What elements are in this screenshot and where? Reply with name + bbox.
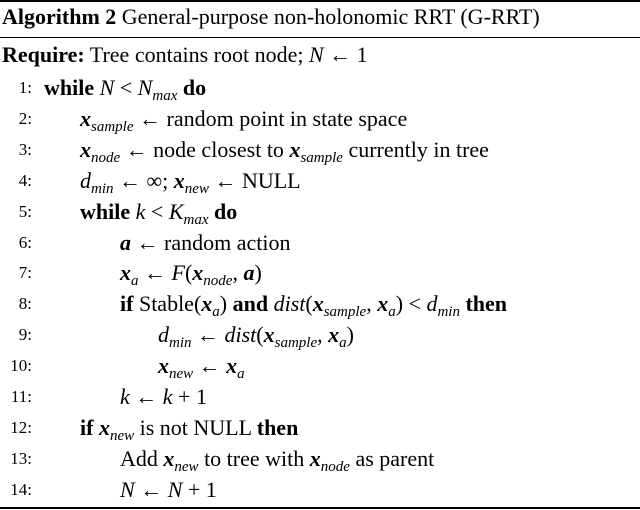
line-text — [120, 382, 207, 412]
token: and — [232, 291, 269, 317]
token: ← 1 — [323, 42, 368, 67]
line-text — [120, 444, 434, 477]
line-number: 11: — [10, 387, 32, 406]
token: d — [80, 167, 91, 193]
token: a — [237, 366, 245, 383]
token: sample — [274, 335, 318, 352]
algorithm-caption — [2, 4, 540, 30]
token: N — [99, 75, 115, 100]
token: ← random action — [131, 229, 291, 255]
line-text — [80, 166, 301, 199]
token: min — [169, 335, 192, 352]
line-text — [158, 320, 354, 353]
line-number: 7: — [18, 263, 32, 283]
token: x — [158, 353, 169, 379]
line-number: 6: — [18, 232, 32, 252]
token: + 1 — [182, 476, 217, 502]
token: ) — [219, 291, 233, 317]
line-number: 8: — [18, 294, 32, 314]
token: x — [120, 260, 131, 286]
line-number: 10: — [10, 356, 32, 376]
token: x — [289, 136, 301, 162]
token: a — [388, 304, 396, 321]
token: node — [203, 273, 233, 290]
line-text — [80, 197, 237, 230]
token: ) < — [395, 291, 427, 317]
line-text — [120, 228, 290, 258]
token: x — [226, 353, 238, 379]
line-number: 9: — [18, 325, 32, 345]
token: K — [168, 198, 184, 224]
line-text — [80, 104, 407, 137]
token: ← — [129, 384, 163, 409]
token: sample — [323, 304, 367, 321]
token: k — [135, 198, 146, 224]
top-rule — [0, 0, 640, 2]
token: + 1 — [172, 384, 207, 409]
token: dist — [273, 291, 306, 317]
token: , — [317, 322, 329, 348]
token: x — [201, 291, 213, 317]
token: sample — [300, 149, 343, 166]
token: ( — [305, 291, 313, 317]
token: ← random point in state space — [133, 105, 408, 131]
token: Tree contains root node; — [84, 42, 309, 67]
line-text — [158, 351, 245, 384]
token: k — [120, 384, 130, 409]
token: ← — [191, 322, 225, 348]
token: d — [158, 322, 169, 348]
token: new — [174, 458, 199, 475]
token: node — [320, 458, 350, 475]
token: sample — [91, 118, 134, 135]
line-text — [120, 258, 262, 291]
token: x — [312, 291, 324, 317]
token: a — [212, 304, 220, 321]
token: ( — [184, 260, 193, 286]
token: x — [173, 167, 185, 193]
token: ← — [193, 353, 227, 379]
token: to tree with — [198, 445, 310, 471]
caption-rule — [0, 37, 640, 38]
token: N — [308, 42, 324, 67]
token: x — [80, 136, 91, 162]
line-number: 12: — [10, 417, 32, 437]
line-text — [2, 40, 368, 70]
token: currently in tree — [342, 136, 489, 162]
token: ← NULL — [208, 167, 301, 193]
token: max — [152, 88, 178, 104]
token: x — [263, 322, 275, 348]
token: min — [91, 180, 114, 197]
token: , — [232, 260, 244, 286]
bottom-rule — [0, 507, 640, 509]
token: a — [243, 260, 255, 286]
line-text — [80, 413, 298, 446]
token: < — [114, 75, 138, 100]
token: N — [137, 75, 153, 100]
token: ← node closest to — [120, 136, 290, 162]
token: if — [120, 291, 134, 317]
algorithm-title: General-purpose non-holonomic RRT (G-RRT) — [121, 4, 540, 29]
token: then — [465, 291, 508, 317]
token: min — [437, 304, 460, 321]
token: Require: — [2, 42, 85, 67]
token: x — [98, 414, 110, 440]
line-text — [120, 475, 217, 505]
token: d — [426, 291, 438, 317]
token: new — [169, 366, 194, 383]
token: a — [339, 335, 347, 352]
token: while — [80, 198, 131, 224]
token: , — [366, 291, 378, 317]
token: ← ∞; — [113, 167, 174, 193]
line-number: 2: — [18, 108, 32, 128]
token: a — [131, 273, 139, 290]
token: max — [183, 211, 209, 228]
token: dist — [224, 322, 257, 348]
token: k — [162, 384, 173, 409]
line-number: 5: — [18, 201, 32, 221]
token: ( — [256, 322, 264, 348]
token: as parent — [349, 445, 435, 471]
token: if — [80, 414, 94, 440]
token: while — [44, 75, 95, 100]
token: x — [192, 260, 204, 286]
token: N — [120, 476, 135, 502]
line-number: 14: — [10, 479, 32, 499]
token: a — [120, 229, 131, 255]
token: new — [184, 180, 209, 197]
token: Add — [120, 445, 164, 471]
line-number: 1: — [18, 78, 32, 97]
token: x — [309, 445, 321, 471]
token: do — [182, 75, 207, 100]
token: Stable( — [133, 291, 202, 317]
token: do — [214, 198, 238, 224]
token: < — [145, 198, 169, 224]
algorithm-label: Algorithm 2 — [2, 4, 117, 29]
token: x — [80, 105, 91, 131]
token: x — [328, 322, 340, 348]
token: then — [256, 414, 299, 440]
line-text — [44, 73, 206, 106]
token: x — [377, 291, 389, 317]
line-number: 3: — [18, 139, 32, 159]
line-text — [80, 135, 489, 168]
token: new — [109, 427, 135, 444]
token: ) — [254, 260, 262, 286]
token: is not NULL — [134, 414, 257, 440]
token: N — [167, 476, 183, 502]
token: ← — [138, 260, 172, 286]
line-number: 4: — [18, 170, 32, 190]
token: F — [171, 260, 185, 286]
token: x — [163, 445, 175, 471]
line-text — [120, 289, 507, 322]
line-number: 13: — [10, 448, 32, 468]
token: ) — [346, 322, 354, 348]
token: ← — [134, 476, 168, 502]
token: node — [91, 149, 121, 166]
